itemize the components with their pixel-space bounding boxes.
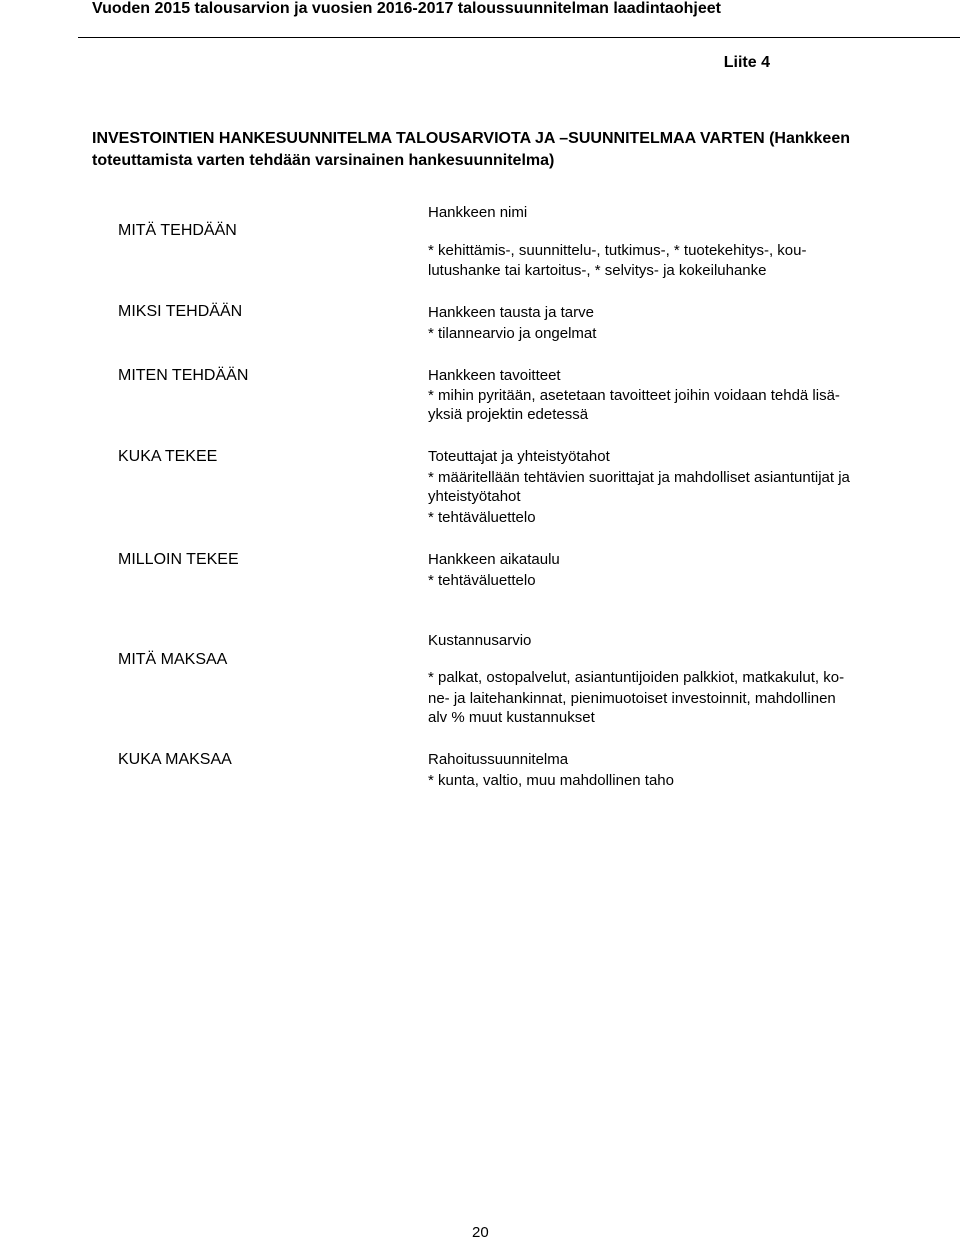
document-title: [92, 128, 882, 172]
row-heading-aikataulu: Hankkeen aikataulu: [428, 551, 560, 568]
row-heading-tavoitteet: Hankkeen tavoitteet: [428, 367, 561, 384]
header-divider: [78, 37, 960, 38]
row-text-line: lutushanke tai kartoitus-, * selvitys- ja kokeiluhanke: [428, 262, 767, 279]
row-text-line: * kehittämis-, suunnittelu-, tutkimus-, * tuotekehitys-, kou-: [428, 242, 807, 259]
row-label-kuka-maksaa: KUKA MAKSAA: [118, 751, 232, 768]
row-label-miten-tehdaan: MITEN TEHDÄÄN: [118, 367, 249, 384]
document-title-line-2: toteuttamista varten tehdään varsinainen hankesuunnitelma): [92, 152, 555, 169]
page-number: 20: [472, 1224, 489, 1241]
row-text-line: * määritellään tehtävien suorittajat ja mahdolliset asiantuntijat ja: [428, 469, 850, 486]
row-text-line: ne- ja laitehankinnat, pienimuotoiset investoinnit, mahdollinen: [428, 690, 836, 707]
row-label-mita-maksaa: MITÄ MAKSAA: [118, 651, 228, 668]
row-label-miksi-tehdaan: MIKSI TEHDÄÄN: [118, 303, 243, 320]
document-title-line-1: INVESTOINTIEN HANKESUUNNITELMA TALOUSARVIOTA JA –SUUNNITELMAA VARTEN (Hankkeen: [92, 130, 850, 147]
row-text-line: * palkat, ostopalvelut, asiantuntijoiden palkkiot, matkakulut, ko-: [428, 669, 845, 686]
row-text-line: * kunta, valtio, muu mahdollinen taho: [428, 772, 674, 789]
row-label-milloin-tekee: MILLOIN TEKEE: [118, 551, 239, 568]
row-text-line: * tehtäväluettelo: [428, 572, 536, 589]
row-text-line: * mihin pyritään, asetetaan tavoitteet joihin voidaan tehdä lisä-: [428, 387, 840, 404]
row-heading-rahoitussuunnitelma: Rahoitussuunnitelma: [428, 751, 569, 768]
row-text-line: yksiä projektin edetessä: [428, 406, 589, 423]
appendix-label: Liite 4: [723, 54, 770, 71]
row-text-line: * tehtäväluettelo: [428, 509, 536, 526]
row-text-line: alv % muut kustannukset: [428, 709, 595, 726]
running-header: Vuoden 2015 talousarvion ja vuosien 2016-2017 taloussuunnitelman laadintaohjeet: [92, 0, 721, 17]
row-text-line: yhteistyötahot: [428, 488, 521, 505]
row-text-line: * tilannearvio ja ongelmat: [428, 325, 597, 342]
row-heading-hankkeen-nimi: Hankkeen nimi: [428, 204, 528, 221]
row-heading-kustannusarvio: Kustannusarvio: [428, 632, 532, 649]
row-label-kuka-tekee: KUKA TEKEE: [118, 448, 218, 465]
row-heading-tausta: Hankkeen tausta ja tarve: [428, 304, 594, 321]
row-heading-toteuttajat: Toteuttajat ja yhteistyötahot: [428, 448, 610, 465]
row-label-mita-tehdaan: MITÄ TEHDÄÄN: [118, 222, 237, 239]
